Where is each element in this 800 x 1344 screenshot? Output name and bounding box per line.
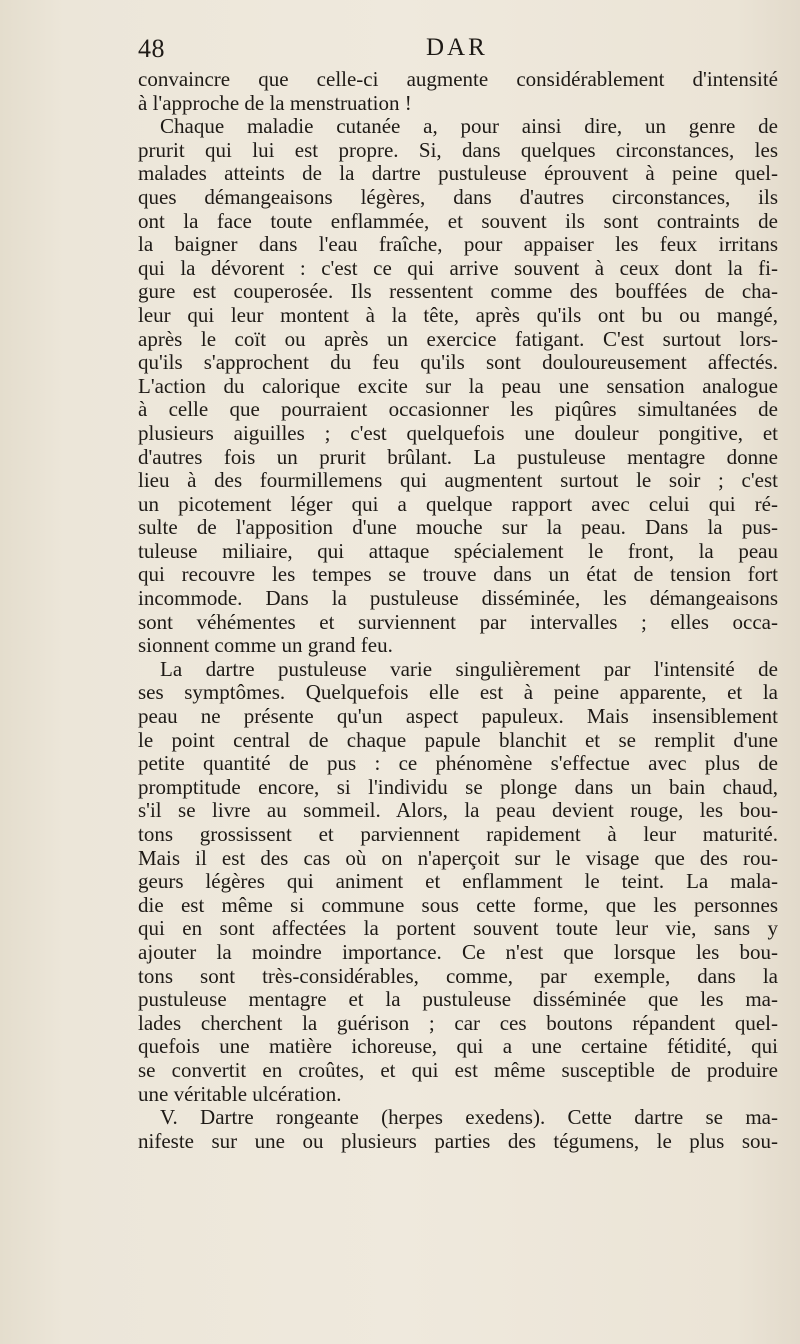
body-text [138, 68, 778, 1153]
text-line: gure est couperosée. Ils ressentent comme des bouffées de cha- [138, 279, 778, 304]
text-line: qui en sont affectées la portent souvent toute leur vie, sans y [138, 916, 778, 941]
text-line: La dartre pustuleuse varie singulièrement par l'intensité de [160, 656, 778, 681]
text-line: nifeste sur une ou plusieurs parties des tégumens, le plus sou- [138, 1128, 778, 1153]
text-line: malades atteints de la dartre pustuleuse éprouvent à peine quel- [138, 161, 778, 186]
text-line: quefois une matière ichoreuse, qui a une certaine fétidité, qui [138, 1034, 778, 1059]
text-line: qui recouvre les tempes se trouve dans un état de tension fort [138, 562, 778, 587]
running-head: DAR [426, 34, 488, 61]
text-line: geurs légères qui animent et enflamment le teint. La mala- [138, 869, 778, 894]
text-line: sont véhémentes et surviennent par intervalles ; elles occa- [138, 609, 778, 634]
text-line: promptitude encore, si l'individu se plonge dans un bain chaud, [138, 774, 778, 799]
text-line: leur qui leur montent à la tête, après qu'ils ont bu ou mangé, [138, 302, 778, 327]
text-line: d'autres fois un prurit brûlant. La pustuleuse mentagre donne [138, 444, 778, 469]
text-line: sionnent comme un grand feu. [138, 633, 393, 658]
text-line: lades cherchent la guérison ; car ces boutons répandent quel- [138, 1010, 778, 1035]
text-line: pustuleuse mentagre et la pustuleuse disséminée que les ma- [138, 987, 778, 1012]
text-line: tons grossissent et parviennent rapidement à leur maturité. [138, 822, 778, 846]
text-line: un picotement léger qui a quelque rapport avec celui qui ré- [138, 491, 778, 516]
page-header [138, 34, 778, 68]
text-line: ses symptômes. Quelquefois elle est à peine apparente, et la [138, 680, 778, 705]
text-line: die est même si commune sous cette forme, que les personnes [138, 892, 778, 917]
text-line: lieu à des fourmillemens qui augmentent surtout le soir ; c'est [138, 468, 778, 493]
text-line: à l'approche de la menstruation ! [138, 90, 412, 115]
text-line: peau ne présente qu'un aspect papuleux. Mais insensiblement [138, 704, 778, 729]
text-line: tons sont très-considérables, comme, par exemple, dans la [138, 963, 778, 988]
text-line: après le coït ou après un exercice fatigant. C'est surtout lors- [138, 326, 778, 351]
text-line: la baigner dans l'eau fraîche, pour appaiser les feux irritans [138, 232, 778, 257]
text-line: prurit qui lui est propre. Si, dans quelques circonstances, les [138, 137, 778, 162]
text-line: V. Dartre rongeante (herpes exedens). Cette dartre se ma- [160, 1105, 778, 1130]
text-line: petite quantité de pus : ce phénomène s'effectue avec plus de [138, 751, 778, 776]
text-line: L'action du calorique excite sur la peau une sensation analogue [138, 373, 778, 398]
text-line: incommode. Dans la pustuleuse disséminée, les démangeaisons [138, 586, 778, 611]
text-line: qu'ils s'approchent du feu qu'ils sont douloureusement affectés. [138, 350, 778, 375]
text-line: sulte de l'apposition d'une mouche sur la peau. Dans la pus- [138, 515, 778, 540]
text-line: une véritable ulcération. [138, 1081, 342, 1106]
text-line: le point central de chaque papule blanchit et se remplit d'une [138, 727, 778, 752]
text-line: Mais il est des cas où on n'aperçoit sur le visage que des rou- [138, 845, 778, 870]
text-line: Chaque maladie cutanée a, pour ainsi dire, un genre de [160, 114, 778, 139]
text-line: se convertit en croûtes, et qui est même susceptible de produire [138, 1057, 778, 1082]
text-line: à celle que pourraient occasionner les piqûres simultanées de [138, 397, 778, 422]
text-line: ques démangeaisons légères, dans d'autres circonstances, ils [138, 184, 778, 209]
text-line: qui la dévorent : c'est ce qui arrive souvent à ceux dont la fi- [138, 255, 778, 280]
text-line: ajouter la moindre importance. Ce n'est que lorsque les bou- [138, 939, 778, 964]
text-line: tuleuse miliaire, qui attaque spécialement le front, la peau [138, 538, 778, 563]
text-line: ont la face toute enflammée, et souvent ils sont contraints de [138, 208, 778, 233]
page-number: 48 [138, 34, 165, 63]
text-line: convaincre que celle-ci augmente considérablement d'intensité [138, 67, 778, 91]
text-line: plusieurs aiguilles ; c'est quelquefois une douleur pongitive, et [138, 420, 778, 445]
text-line: s'il se livre au sommeil. Alors, la peau devient rouge, les bou- [138, 798, 778, 823]
